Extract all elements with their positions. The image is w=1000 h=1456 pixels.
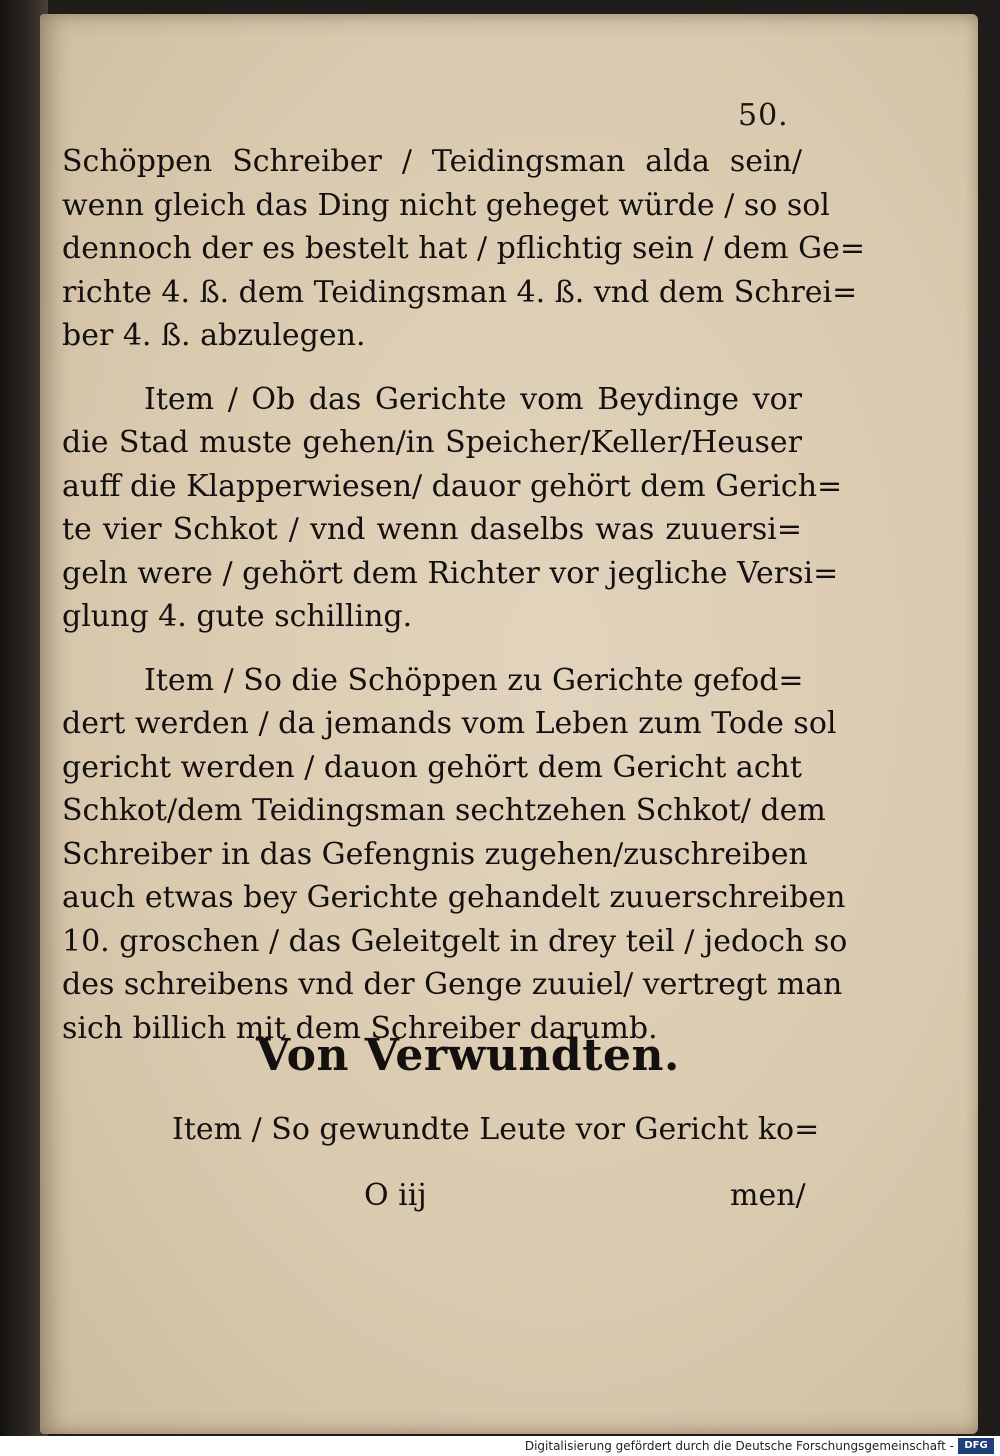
paragraph-2 <box>62 378 843 639</box>
text-line: dert werden / da jemands vom Leben zum Tode sol <box>62 706 837 741</box>
text-line: wenn gleich das Ding nicht geheget würde / so sol <box>62 187 830 223</box>
text-line: dennoch der es bestelt hat / pflichtig sein / dem Ge= <box>62 231 865 266</box>
text-line: die Stad muste gehen/in Speicher/Keller/Heuser <box>62 425 802 460</box>
text-line: des schreibens vnd der Genge zuuiel/ vertregt man <box>62 967 843 1002</box>
paragraph-3 <box>62 659 848 1051</box>
text-line: Item / Ob das Gerichte vom Beydinge vor <box>144 381 802 417</box>
text-line: auch etwas bey Gerichte gehandelt zuuerschreiben <box>62 880 846 915</box>
text-line: Schkot/dem Teidingsman sechtzehen Schkot/ dem <box>62 793 826 828</box>
text-line: sich billich mit dem Schreiber darumb. <box>62 1010 658 1046</box>
signature-mark: O iij <box>364 1178 427 1213</box>
text-line: ber 4. ß. abzulegen. <box>62 318 366 353</box>
body-text <box>62 140 865 1050</box>
text-line: glung 4. gute schilling. <box>62 599 413 634</box>
dfg-logo-icon: DFG <box>958 1438 994 1454</box>
text-line: te vier Schkot / vnd wenn daselbs was zuuersi= <box>62 512 802 547</box>
text-line: richte 4. ß. dem Teidingsman 4. ß. vnd dem Schrei= <box>62 274 858 310</box>
text-line: Item / So gewundte Leute vor Gericht ko= <box>172 1112 820 1147</box>
text-line: auff die Klapperwiesen/ dauor gehört dem Gerich= <box>62 468 843 504</box>
footer-credit: Digitalisierung gefördert durch die Deutsche Forschungsgemeinschaft - <box>524 1439 954 1453</box>
text-line: geln were / gehört dem Richter vor jegliche Versi= <box>62 555 839 591</box>
text-line: 10. groschen / das Geleitgelt in drey teil / jedoch so <box>62 923 848 959</box>
page-number: 50. <box>738 98 789 133</box>
text-line: Schöppen Schreiber / Teidingsman alda sein/ <box>62 144 802 179</box>
text-line: Item / So die Schöppen zu Gerichte gefod= <box>144 662 804 698</box>
text-line: gericht werden / dauon gehört dem Gericht acht <box>62 749 802 785</box>
section-heading: Von Verwundten. <box>256 1030 680 1081</box>
digitization-footer <box>0 1436 1000 1456</box>
catchword: men/ <box>730 1178 806 1213</box>
text-line: Schreiber in das Gefengnis zugehen/zuschreiben <box>62 836 808 872</box>
paragraph-1 <box>62 140 865 358</box>
